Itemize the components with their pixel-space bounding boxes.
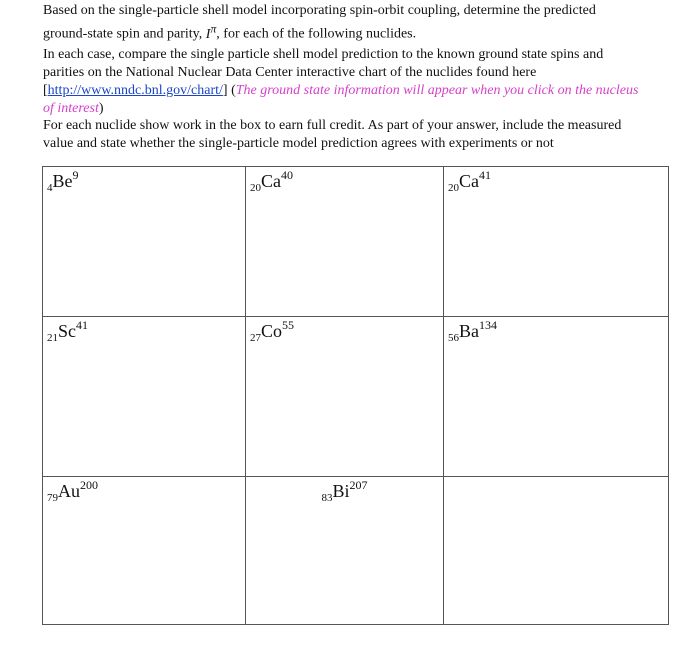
- atomic-number: 21: [47, 332, 58, 344]
- mass-number: 41: [76, 318, 88, 332]
- element-symbol: Ca: [261, 171, 281, 191]
- paren-close: ): [98, 101, 104, 116]
- answer-box-sc41[interactable]: [43, 317, 246, 477]
- atomic-number: 27: [250, 332, 261, 344]
- nuclide-label-sc41: [43, 317, 245, 345]
- grid-row: [43, 317, 669, 477]
- answer-box-co55[interactable]: [246, 317, 444, 477]
- element-symbol: Au: [58, 481, 80, 501]
- element-symbol: Ca: [459, 171, 479, 191]
- answer-box-ca41[interactable]: [444, 167, 669, 317]
- mass-number: 40: [281, 168, 293, 182]
- nuclide-label-be9: [43, 167, 245, 195]
- atomic-number: 4: [47, 182, 53, 194]
- mass-number: 41: [479, 168, 491, 182]
- atomic-number: 56: [448, 332, 459, 344]
- element-symbol: Ba: [459, 321, 479, 341]
- spin-symbol: I: [205, 26, 211, 42]
- nuclide-label-ca41: [444, 167, 668, 195]
- grid-row: [43, 167, 669, 317]
- atomic-number: 83: [321, 492, 333, 504]
- intro-text-end: , for each of the following nuclides.: [216, 26, 417, 42]
- answer-box-ba134[interactable]: [444, 317, 669, 477]
- nuclide-label-co55: [246, 317, 443, 345]
- bracket-open: [: [43, 83, 48, 98]
- answer-box-bi207[interactable]: [246, 477, 444, 625]
- nndc-chart-link[interactable]: http://www.nndc.bnl.gov/chart/: [47, 83, 223, 98]
- mass-number: 9: [72, 168, 79, 182]
- answer-box-empty[interactable]: [444, 477, 669, 625]
- element-symbol: Bi: [332, 481, 350, 501]
- parity-symbol: π: [210, 22, 217, 35]
- atomic-number: 20: [250, 182, 261, 194]
- nuclide-answer-grid: [42, 166, 669, 625]
- mass-number: 55: [282, 318, 295, 332]
- atomic-number: 20: [448, 182, 459, 194]
- mass-number: 207: [349, 478, 368, 492]
- element-symbol: Sc: [58, 321, 76, 341]
- intro-paragraph-2: [43, 46, 643, 118]
- mass-number: 134: [479, 318, 497, 332]
- answer-box-be9[interactable]: [43, 167, 246, 317]
- mass-number: 200: [80, 478, 98, 492]
- nuclide-label-bi207: [246, 477, 443, 505]
- element-symbol: Be: [52, 171, 73, 191]
- atomic-number: 79: [47, 492, 58, 504]
- intro-paragraph-3: For each nuclide show work in the box to earn full credit. As part of your answer, include the measured value and state whether the single-particle model prediction agrees with experiments or not: [43, 118, 622, 151]
- bracket-close: ] (: [222, 83, 236, 98]
- intro-text: Based on the single-particle shell model incorporating spin-orbit coupling, determine the predicted ground-state spin and parity,: [43, 3, 596, 42]
- nuclide-label-au200: [43, 477, 245, 505]
- click-note: The ground state information will appear when you click on the nucleus of interest: [43, 83, 639, 116]
- nuclide-label-ba134: [444, 317, 668, 345]
- nuclide-label-ca40: [246, 167, 443, 195]
- element-symbol: Co: [261, 321, 283, 341]
- spin-parity-symbol: [205, 22, 217, 42]
- grid-row: [43, 477, 669, 625]
- compare-text: In each case, compare the single particle shell model prediction to the known ground state spins and parities on the National Nuclear Data Center interactive chart of the nuclides found here: [43, 47, 604, 80]
- answer-box-au200[interactable]: [43, 477, 246, 625]
- answer-box-ca40[interactable]: [246, 167, 444, 317]
- intro-paragraph-1: [43, 2, 643, 44]
